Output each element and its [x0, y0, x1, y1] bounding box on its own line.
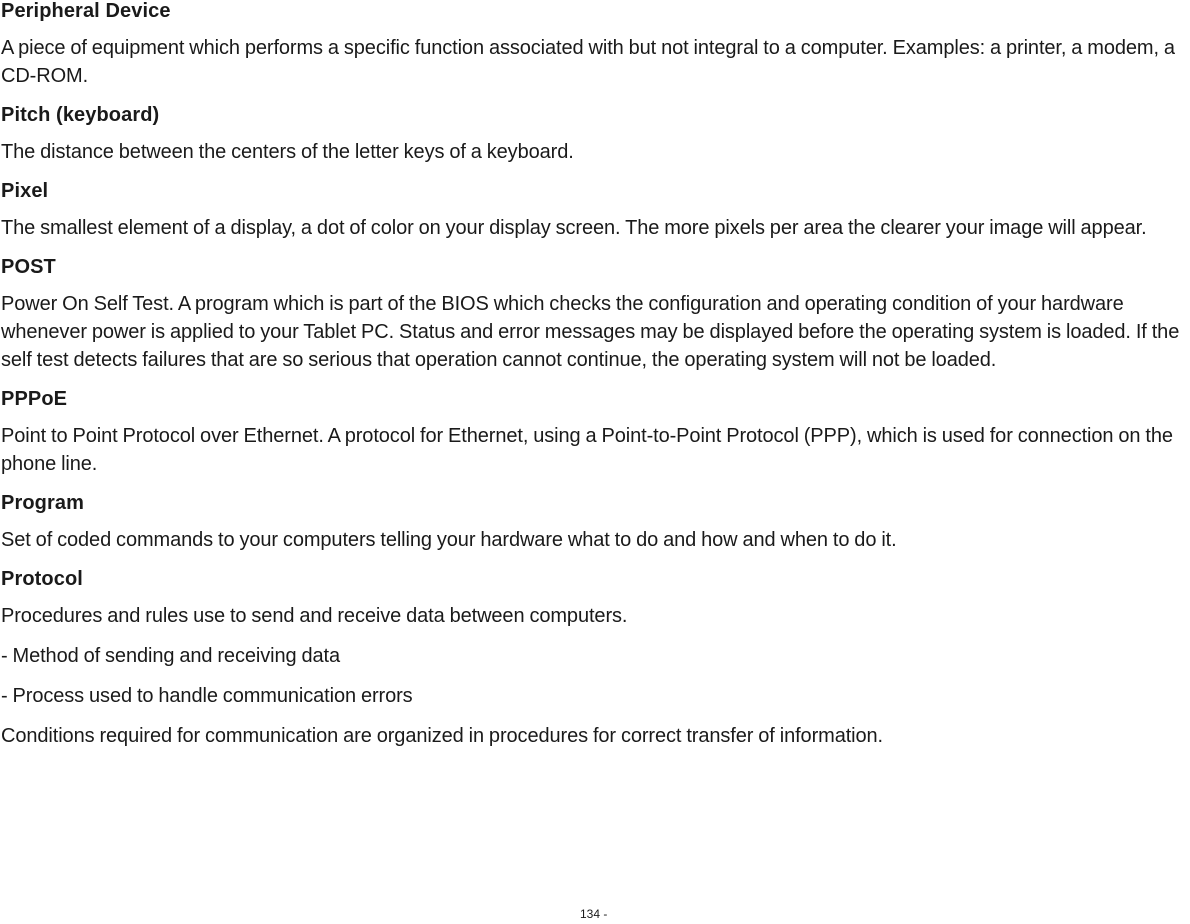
glossary-term: Protocol	[1, 568, 83, 590]
glossary-definition	[1, 138, 1188, 166]
glossary-term: Pitch (keyboard)	[1, 104, 160, 126]
definition-paragraph: The distance between the centers of the letter keys of a keyboard.	[1, 141, 574, 163]
glossary-entry-pppoe	[1, 386, 1188, 478]
glossary-entry-peripheral-device	[1, 0, 1188, 90]
glossary-definition	[1, 526, 1188, 554]
glossary-definition	[1, 290, 1188, 374]
glossary-entry-post	[1, 254, 1188, 374]
glossary-term: Pixel	[1, 180, 49, 202]
definition-list-item: - Process used to handle communication errors	[1, 685, 413, 707]
definition-paragraph: Point to Point Protocol over Ethernet. A protocol for Ethernet, using a Point-to-Point Protocol (PPP), which is used for connection on the phone line.	[1, 425, 1173, 475]
definition-paragraph: Set of coded commands to your computers telling your hardware what to do and how and when to do it.	[1, 529, 897, 551]
glossary-term: Peripheral Device	[1, 0, 171, 22]
definition-paragraph: The smallest element of a display, a dot of color on your display screen. The more pixels per area the clearer your image will appear.	[1, 217, 1147, 239]
definition-paragraph: Conditions required for communication are organized in procedures for correct transfer of information.	[1, 725, 884, 747]
definition-paragraph: Power On Self Test. A program which is part of the BIOS which checks the configuration and operating condition of your hardware whenever power is applied to your Tablet PC. Status and error messages may be displayed before the operating system is loaded. If the self test detects failures that are so serious that operation cannot continue, the operating system will not be loaded.	[1, 293, 1180, 371]
glossary-term: PPPoE	[1, 388, 68, 410]
glossary-entry-protocol	[1, 566, 1188, 750]
page-number: 134 -	[580, 907, 608, 921]
glossary-entry-pixel	[1, 178, 1188, 242]
glossary-term: POST	[1, 256, 56, 278]
glossary-entry-program	[1, 490, 1188, 554]
definition-paragraph: A piece of equipment which performs a specific function associated with but not integral to a computer. Examples: a printer, a modem, a CD-ROM.	[1, 37, 1175, 87]
definition-list-item: - Method of sending and receiving data	[1, 645, 340, 667]
glossary-term: Program	[1, 492, 84, 514]
glossary-definition	[1, 34, 1188, 90]
glossary-definition	[1, 422, 1188, 478]
glossary-definition	[1, 602, 1188, 750]
glossary-definition	[1, 214, 1188, 242]
definition-paragraph: Procedures and rules use to send and receive data between computers.	[1, 605, 628, 627]
glossary-entry-pitch-keyboard	[1, 102, 1188, 166]
